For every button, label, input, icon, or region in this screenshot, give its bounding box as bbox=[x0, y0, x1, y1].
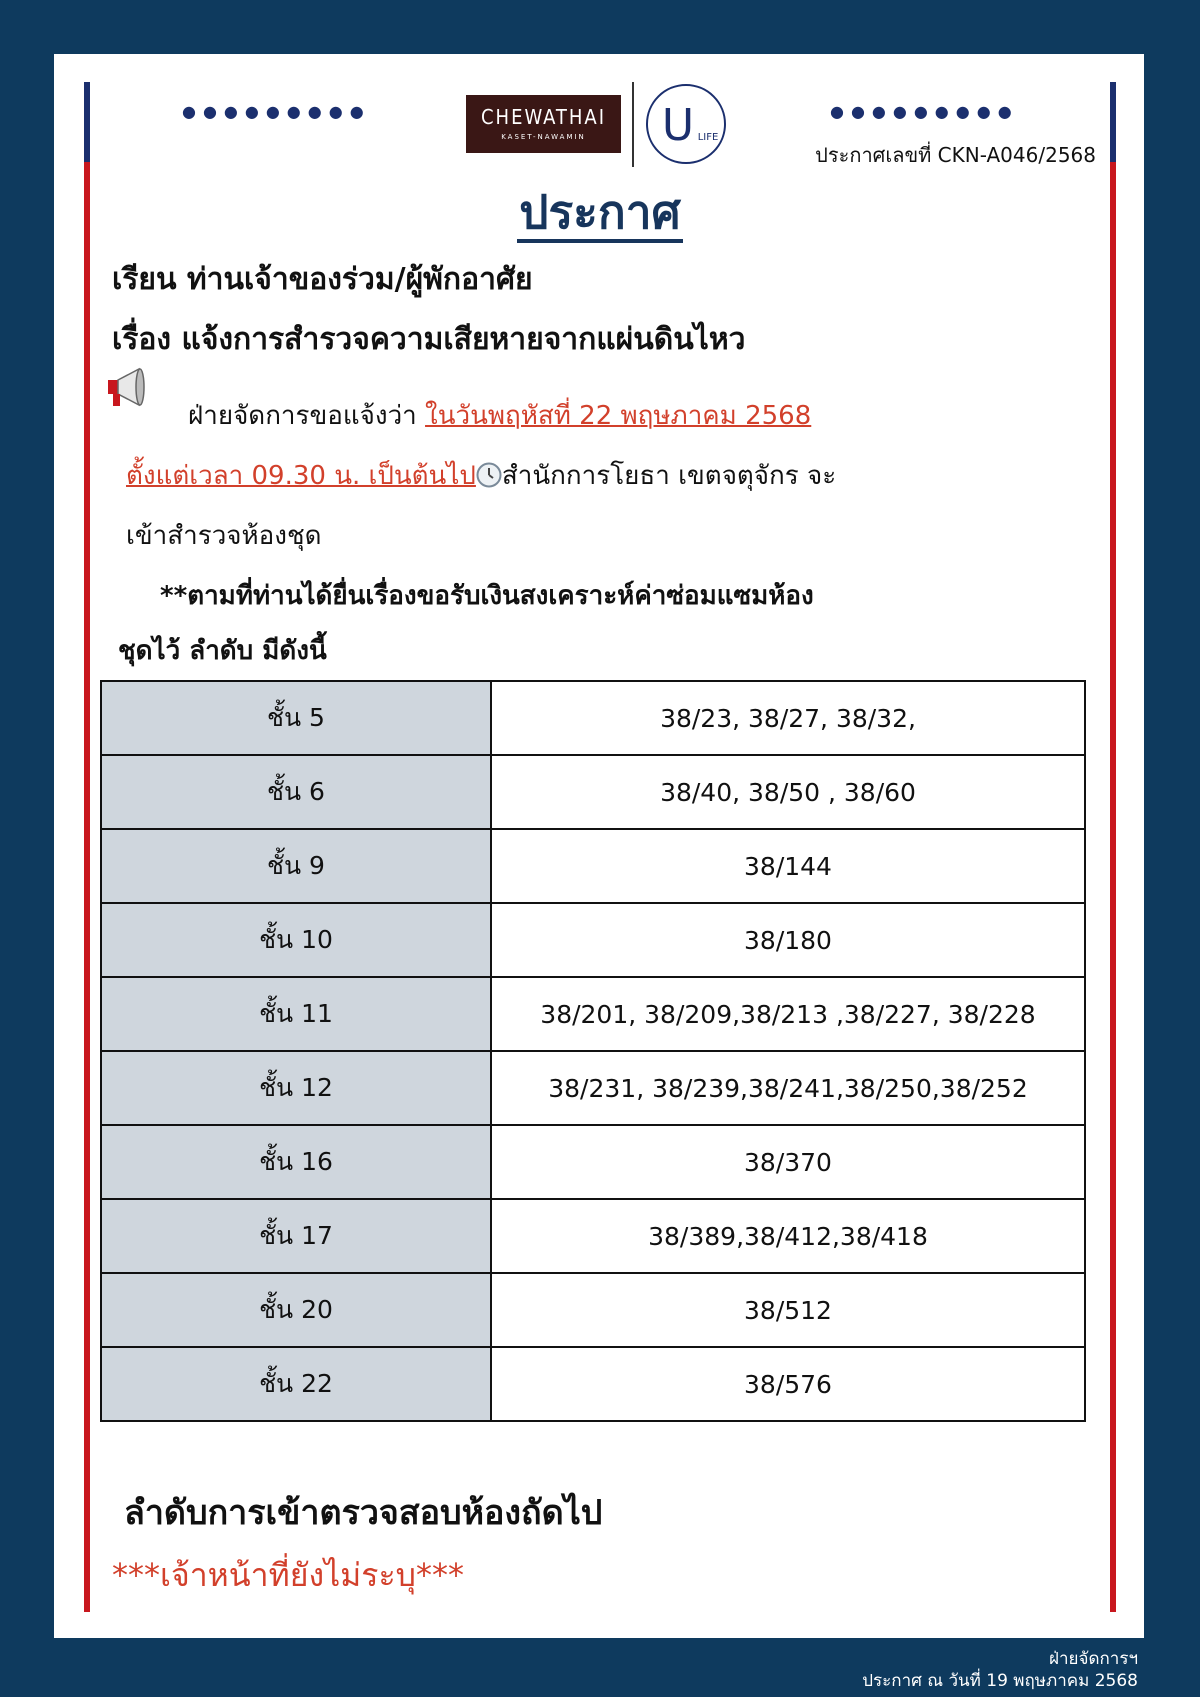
floor-cell: ชั้น 12 bbox=[101, 1051, 491, 1125]
logo-u-subtext: LIFE bbox=[697, 132, 719, 143]
floor-cell: ชั้น 6 bbox=[101, 755, 491, 829]
logo-brand-subtext: KASET-NAWAMIN bbox=[501, 133, 586, 141]
inspecting-office: สำนักการโยธา เขตจตุจักร จะ bbox=[501, 461, 837, 491]
body-line-2 bbox=[126, 455, 836, 496]
logo-divider bbox=[632, 82, 634, 167]
recipient-line: เรียน ท่านเจ้าของร่วม/ผู้พักอาศัย bbox=[112, 262, 533, 297]
next-inspection-status: ***เจ้าหน้าที่ยังไม่ระบุ*** bbox=[112, 1556, 464, 1594]
decorative-dots-left: ●●●●●●●●● bbox=[182, 102, 371, 121]
logo-u-letter: U bbox=[661, 100, 695, 151]
table-row bbox=[101, 1125, 1085, 1199]
rooms-cell: 38/180 bbox=[491, 903, 1085, 977]
rooms-cell: 38/201, 38/209,38/213 ,38/227, 38/228 bbox=[491, 977, 1085, 1051]
clock-icon bbox=[476, 462, 502, 488]
table-row bbox=[101, 1199, 1085, 1273]
inspection-date: ในวันพฤหัสที่ 22 พฤษภาคม 2568 bbox=[425, 401, 812, 431]
note-line-2: ชุดไว้ ลำดับ มีดังนี้ bbox=[118, 636, 327, 666]
rooms-cell: 38/23, 38/27, 38/32, bbox=[491, 681, 1085, 755]
floor-cell: ชั้น 5 bbox=[101, 681, 491, 755]
floor-room-table bbox=[100, 680, 1086, 1422]
rooms-cell: 38/576 bbox=[491, 1347, 1085, 1421]
note-line-1: **ตามที่ท่านได้ยื่นเรื่องขอรับเงินสงเคราะห์ค่าซ่อมแซมห้อง bbox=[160, 581, 814, 611]
table-row bbox=[101, 681, 1085, 755]
chewathai-logo bbox=[466, 95, 621, 153]
floor-cell: ชั้น 20 bbox=[101, 1273, 491, 1347]
table-row bbox=[101, 977, 1085, 1051]
decorative-dots-right: ●●●●●●●●● bbox=[830, 102, 1019, 121]
right-red-bar bbox=[1110, 162, 1116, 1612]
body-line-3: เข้าสำรวจห้องชุด bbox=[126, 521, 322, 551]
megaphone-icon bbox=[103, 363, 153, 413]
floor-cell: ชั้น 11 bbox=[101, 977, 491, 1051]
page-title: ประกาศ bbox=[0, 176, 1200, 249]
floor-cell: ชั้น 16 bbox=[101, 1125, 491, 1199]
footer-signer: ฝ่ายจัดการฯ bbox=[1049, 1649, 1138, 1669]
body-lead: ฝ่ายจัดการขอแจ้งว่า bbox=[188, 401, 426, 431]
rooms-cell: 38/370 bbox=[491, 1125, 1085, 1199]
rooms-cell: 38/389,38/412,38/418 bbox=[491, 1199, 1085, 1273]
left-navy-bar bbox=[84, 82, 90, 162]
rooms-cell: 38/40, 38/50 , 38/60 bbox=[491, 755, 1085, 829]
inspection-time: ตั้งแต่เวลา 09.30 น. เป็นต้นไป bbox=[126, 461, 476, 491]
rooms-cell: 38/144 bbox=[491, 829, 1085, 903]
logo-brand-text: CHEWATHAI bbox=[480, 105, 607, 129]
rooms-cell: 38/231, 38/239,38/241,38/250,38/252 bbox=[491, 1051, 1085, 1125]
subject-line: เรื่อง แจ้งการสำรวจความเสียหายจากแผ่นดินไหว bbox=[112, 322, 746, 357]
floor-cell: ชั้น 17 bbox=[101, 1199, 491, 1273]
next-inspection-heading: ลำดับการเข้าตรวจสอบห้องถัดไป bbox=[124, 1493, 603, 1533]
right-navy-bar bbox=[1110, 82, 1116, 162]
left-red-bar bbox=[84, 162, 90, 1612]
floor-cell: ชั้น 22 bbox=[101, 1347, 491, 1421]
table-row bbox=[101, 829, 1085, 903]
rooms-cell: 38/512 bbox=[491, 1273, 1085, 1347]
table-row bbox=[101, 1051, 1085, 1125]
floor-cell: ชั้น 10 bbox=[101, 903, 491, 977]
table-row bbox=[101, 1347, 1085, 1421]
table-row bbox=[101, 1273, 1085, 1347]
table-row bbox=[101, 903, 1085, 977]
body-line-1 bbox=[188, 395, 811, 436]
footer-issued-date: ประกาศ ณ วันที่ 19 พฤษภาคม 2568 bbox=[862, 1671, 1138, 1691]
table-row bbox=[101, 755, 1085, 829]
announcement-number: ประกาศเลขที่ CKN-A046/2568 bbox=[815, 143, 1096, 167]
ulife-logo bbox=[644, 82, 728, 166]
footer bbox=[862, 1648, 1138, 1692]
floor-cell: ชั้น 9 bbox=[101, 829, 491, 903]
